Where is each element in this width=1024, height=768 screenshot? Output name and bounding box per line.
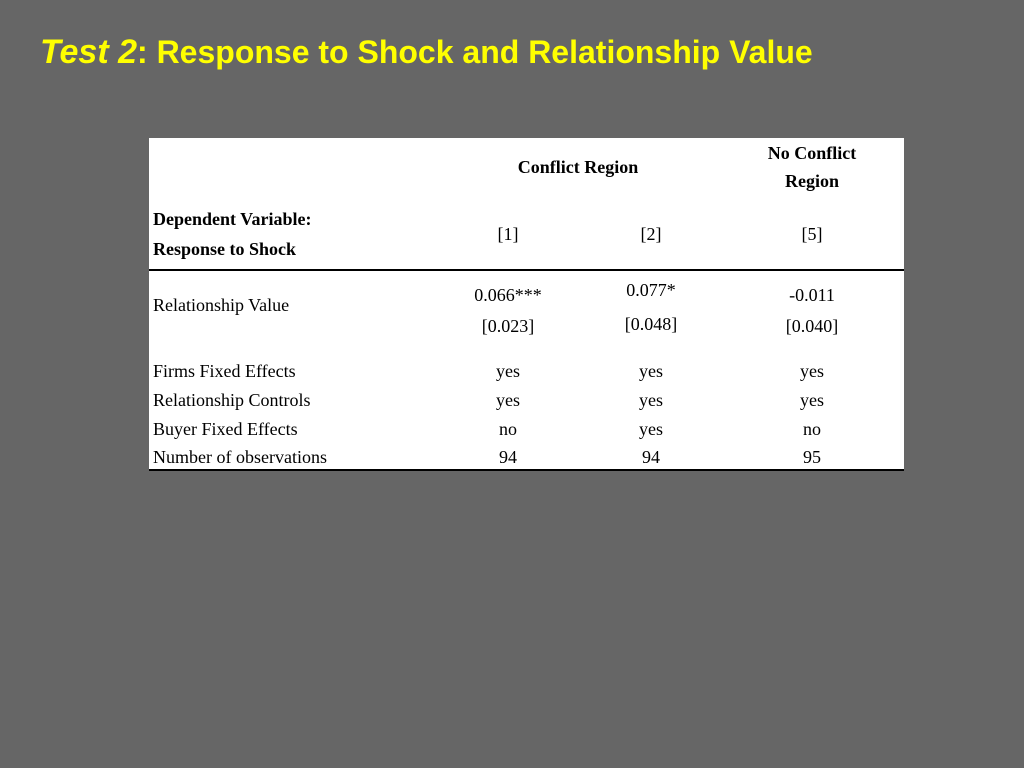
table-cell: yes [639, 361, 663, 381]
std-error-cell: [0.023] [481, 316, 535, 336]
header-rule [149, 269, 904, 271]
coefficient-cell: 0.077* [626, 280, 676, 300]
table-cell: yes [800, 390, 824, 410]
column-number: [5] [801, 224, 823, 244]
dependent-variable-line2: Response to Shock [153, 239, 297, 259]
table-cell: yes [639, 419, 663, 439]
coefficient-cell: -0.011 [789, 285, 835, 305]
row-label: Firms Fixed Effects [153, 361, 296, 381]
slide-title-emphasis: Test 2 [40, 33, 138, 71]
table-cell: yes [496, 361, 520, 381]
header-no-conflict-line2: Region [785, 171, 839, 191]
coefficient-cell: 0.066*** [474, 285, 542, 305]
std-error-cell: [0.040] [785, 316, 839, 336]
regression-table [149, 138, 904, 471]
header-conflict-region: Conflict Region [517, 157, 639, 177]
table-cell: 94 [642, 447, 660, 467]
table-cell: no [499, 419, 517, 439]
table-cell: 95 [803, 447, 821, 467]
header-no-conflict-line1: No Conflict [767, 143, 857, 163]
table-cell: yes [800, 361, 824, 381]
table-cell: no [803, 419, 821, 439]
column-number: [2] [640, 224, 662, 244]
row-label: Relationship Controls [153, 390, 311, 410]
column-number: [1] [497, 224, 519, 244]
dependent-variable-line1: Dependent Variable: [153, 209, 312, 229]
slide-title-rest: : Response to Shock and Relationship Value [137, 34, 813, 70]
table-cell: yes [496, 390, 520, 410]
table-cell: 94 [499, 447, 517, 467]
row-label-relationship-value: Relationship Value [153, 295, 290, 315]
row-label: Number of observations [153, 447, 327, 467]
slide-title [40, 30, 813, 74]
row-label: Buyer Fixed Effects [153, 419, 298, 439]
table-cell: yes [639, 390, 663, 410]
std-error-cell: [0.048] [624, 314, 678, 334]
